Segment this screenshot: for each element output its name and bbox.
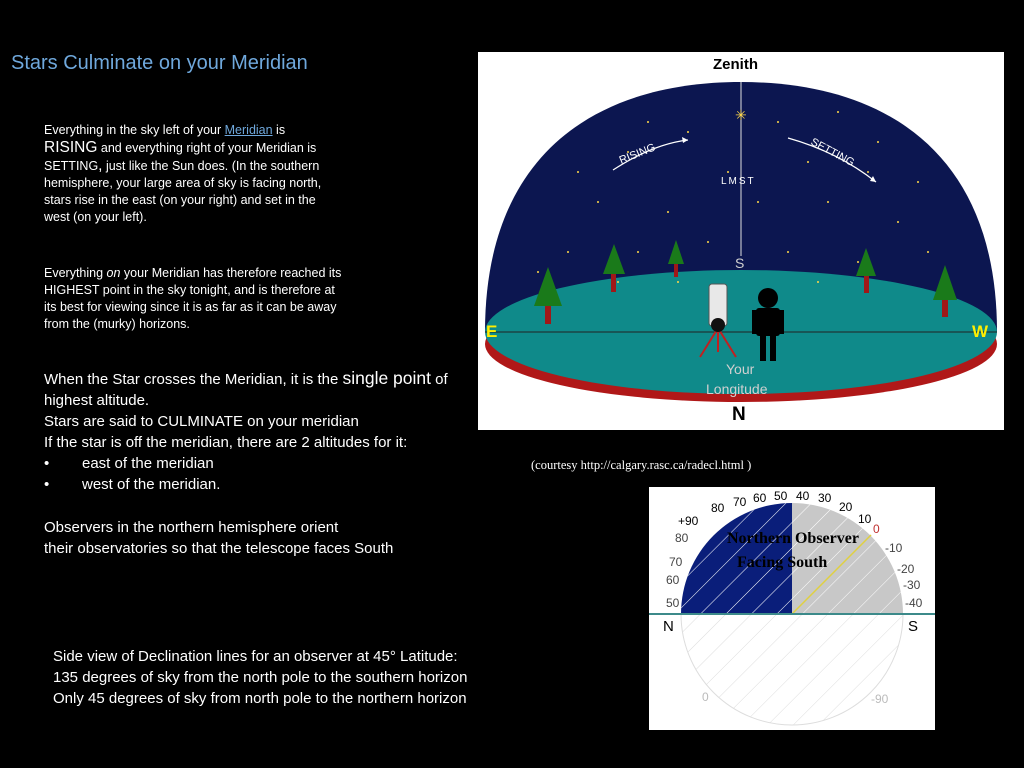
- lmst-label: LMST: [721, 176, 756, 187]
- south-label: S: [735, 255, 745, 271]
- culminate-line: Stars are said to CULMINATE on your meridian: [44, 413, 359, 430]
- east-label: E: [486, 322, 498, 341]
- on-word: on: [106, 266, 121, 280]
- meridian-rising-setting-text: [44, 122, 344, 226]
- dial-label: -10: [885, 541, 903, 555]
- dial-label: 40: [796, 489, 810, 503]
- two-altitudes-line: If the star is off the meridian, there are 2 altitudes for it:: [44, 434, 408, 451]
- dial-bottom-label: -90: [871, 692, 889, 706]
- para2-text-2: your Meridian has therefore reached its HIGHEST point in the sky tonight, and is therefore at its best for viewing since it is as far as it can be away from the (murky) horizons.: [44, 266, 342, 331]
- para1-text-1: Everything in the sky left of your: [44, 123, 225, 137]
- dial-label: 10: [858, 512, 872, 526]
- para5-line-1: Side view of Declination lines for an observer at 45° Latitude:: [53, 648, 458, 665]
- zenith-star-icon: ✳: [735, 107, 747, 123]
- dial-label: 50: [774, 489, 788, 503]
- page-title: Stars Culminate on your Meridian: [11, 52, 308, 74]
- rising-word: RISING: [44, 139, 98, 156]
- setting-label: SETTING: [808, 136, 857, 170]
- para4-line-2: their observatories so that the telescope faces South: [44, 540, 394, 557]
- dial-lower-hatch: [681, 614, 903, 725]
- sky-dome-svg: [478, 52, 1004, 430]
- bullet-west: [44, 474, 484, 495]
- north-label: N: [732, 404, 746, 425]
- dial-bottom-label: 0: [702, 690, 709, 704]
- rising-label: RISING: [617, 141, 658, 167]
- dial-label: 60: [753, 491, 767, 505]
- para1-text-4: just like the Sun does. (In the southern hemisphere, your large area of sky is facing north, stars rise in the east (on your right) and set in the west (on your left).: [44, 159, 322, 224]
- bullet-east-text: east of the meridian: [82, 455, 214, 472]
- dial-title-line1: Northern Observer: [727, 530, 859, 547]
- dial-title-line2: Facing South: [737, 554, 828, 571]
- dial-label: 70: [733, 495, 747, 509]
- image-credit: (courtesy http://calgary.rasc.ca/radecl.html ): [531, 458, 752, 472]
- your-longitude-line2: Longitude: [706, 381, 768, 397]
- para5-line-2: 135 degrees of sky from the north pole to the southern horizon: [53, 669, 468, 686]
- para3-text-1: When the Star crosses the Meridian, it is the: [44, 371, 343, 388]
- declination-dial-svg: [649, 487, 935, 730]
- dial-label: 0: [873, 522, 880, 536]
- dial-label: 50: [666, 596, 680, 610]
- your-longitude-line1: Your: [726, 361, 755, 377]
- single-point-phrase: single point: [342, 368, 432, 388]
- dial-label: -40: [905, 596, 923, 610]
- west-label: W: [972, 322, 989, 341]
- bullet-dot: •: [44, 455, 50, 472]
- bullet-east: [44, 453, 484, 474]
- para1-text-2: is: [272, 123, 286, 137]
- dial-label: +90: [678, 514, 699, 528]
- observatory-text: [44, 517, 484, 559]
- dial-north-label: N: [663, 618, 674, 635]
- declination-dial-figure: [649, 487, 935, 730]
- zenith-label: Zenith: [713, 56, 758, 73]
- meridian-link[interactable]: Meridian: [224, 123, 273, 137]
- dial-label: 80: [675, 531, 689, 545]
- para3-text-2: of highest altitude.: [44, 371, 448, 409]
- culmination-text: [44, 368, 484, 495]
- dial-label: 30: [818, 491, 832, 505]
- dial-label: -30: [903, 578, 921, 592]
- para5-line-3: Only 45 degrees of sky from north pole to the northern horizon: [53, 690, 467, 707]
- declination-caption: [53, 646, 533, 709]
- dial-label: 70: [669, 555, 683, 569]
- bullet-west-text: west of the meridian.: [82, 476, 221, 493]
- dial-label: 20: [839, 500, 853, 514]
- bullet-dot: •: [44, 476, 50, 493]
- dial-label: -20: [897, 562, 915, 576]
- para2-text-1: Everything: [44, 266, 107, 280]
- para4-line-1: Observers in the northern hemisphere orient: [44, 519, 339, 536]
- dial-label: 80: [711, 501, 725, 515]
- para1-text-3: and everything right of your Meridian is SETTING: [44, 141, 317, 173]
- para1-comma: ,: [98, 157, 103, 174]
- highest-point-text: [44, 265, 344, 333]
- dial-label: 60: [666, 573, 680, 587]
- sky-dome-figure: [478, 52, 1004, 430]
- dial-south-label: S: [908, 618, 919, 635]
